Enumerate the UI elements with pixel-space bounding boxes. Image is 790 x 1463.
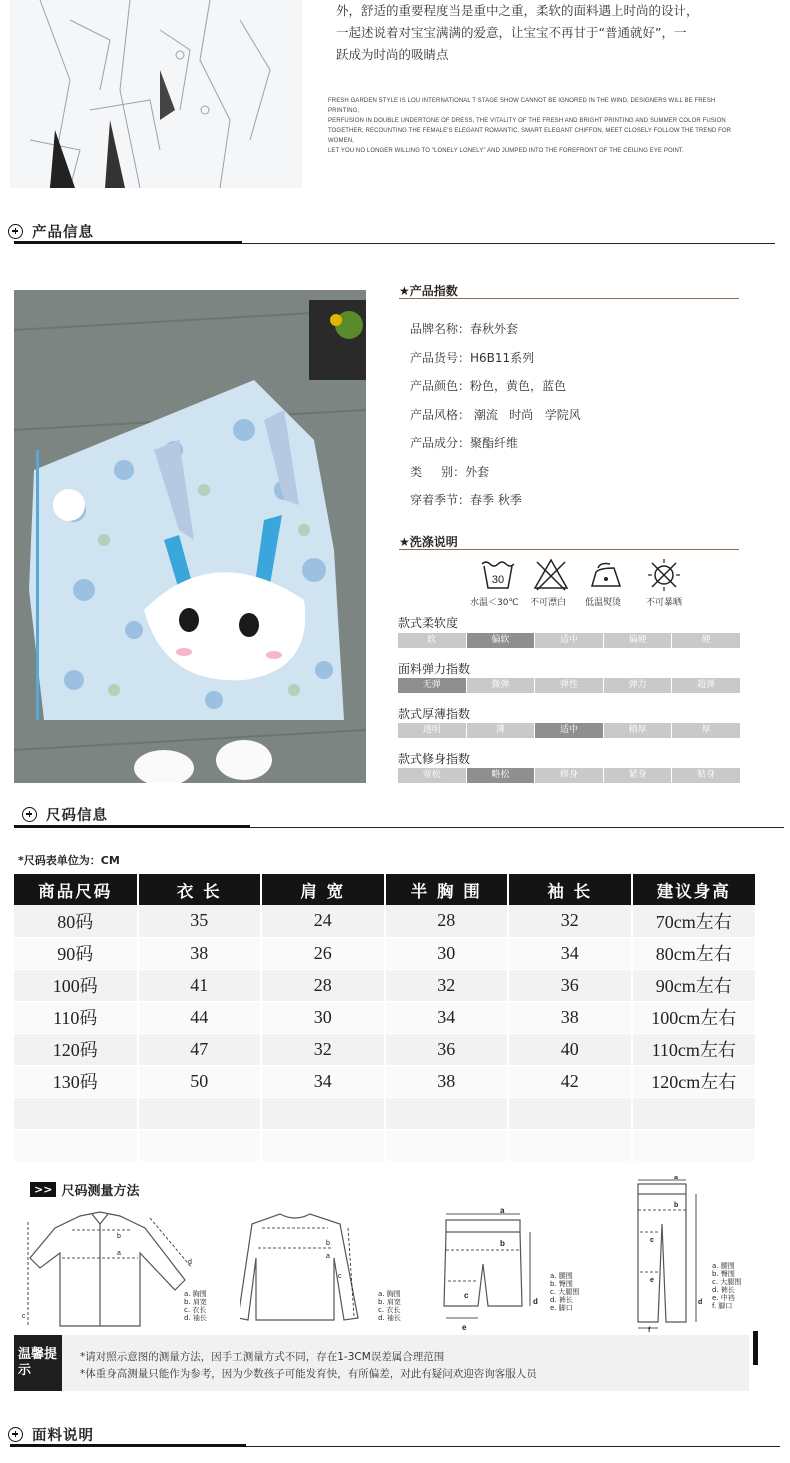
section-header-size-info	[22, 801, 108, 827]
table-cell	[14, 1129, 138, 1161]
legend-item: d. 裤长	[550, 1296, 573, 1304]
scale-cell: 紧身	[604, 768, 672, 783]
legend-item: c. 衣长	[184, 1306, 207, 1314]
table-cell: 120码	[14, 1033, 138, 1065]
index-label-fit: 款式修身指数	[398, 752, 471, 766]
no-tumble-dry-icon	[646, 558, 682, 592]
table-cell: 42	[508, 1065, 632, 1097]
legend-item: d. 裤长	[712, 1286, 735, 1294]
column-header: 半 胸 围	[385, 874, 509, 905]
table-cell: 35	[138, 905, 262, 937]
table-cell	[385, 1129, 509, 1161]
wash-temperature: 30	[491, 574, 505, 586]
scale-cell-selected: 略松	[467, 768, 535, 783]
svg-text:e: e	[462, 1323, 467, 1332]
scale-cell-selected: 偏软	[467, 633, 535, 648]
legend-item: a. 腰围	[712, 1262, 735, 1270]
scale-cell: 超弹	[672, 678, 740, 693]
tips-line: *请对照示意图的测量方法，因手工测量方式不同，存在1-3CM误差属合理范围	[80, 1351, 445, 1363]
table-cell: 100cm左右	[632, 1001, 756, 1033]
shirt-legend	[184, 1290, 207, 1322]
legend-item: e. 中裆	[712, 1294, 735, 1302]
column-header: 肩 宽	[261, 874, 385, 905]
legend-item: d. 袖长	[184, 1314, 207, 1322]
table-row	[14, 937, 755, 969]
scale-cell-selected: 无弹	[398, 678, 466, 693]
legend-item: d. 袖长	[378, 1314, 401, 1322]
legend-item: b. 肩宽	[378, 1298, 401, 1306]
tshirt-legend	[378, 1290, 401, 1322]
section-divider	[250, 827, 784, 828]
scale-cell: 软	[398, 633, 466, 648]
legend-item: f. 脚口	[712, 1302, 733, 1310]
table-cell: 40	[508, 1033, 632, 1065]
scale-cell: 透明	[398, 723, 466, 738]
index-scale-thickness	[398, 723, 740, 738]
table-cell	[632, 1129, 756, 1161]
tips-accent-bar	[753, 1331, 758, 1365]
table-cell	[261, 1129, 385, 1161]
info-row-season: 穿着季节：春季 秋季	[410, 493, 522, 507]
svg-text:f: f	[648, 1327, 651, 1332]
care-underline	[399, 549, 739, 550]
table-cell: 41	[138, 969, 262, 1001]
section-title: 面料说明	[32, 1427, 94, 1444]
svg-text:b: b	[326, 1240, 330, 1247]
intro-english-line: PERFUSION IN DOUBLE UNDERTONE OF DRESS, THE VITALITY OF THE FRESH AND BRIGHT PRINTING AND SUMMER COLOR FUSION	[328, 118, 726, 124]
plus-circle-icon	[22, 807, 37, 822]
intro-english-line: TOGETHER, RECOUNTING THE FEMALE'S ELEGANT ROMANTIC, SMART ELEGANT CHIFFON, MEET CLOSELY FOLLOW THE TREND FOR WOMEN,	[328, 128, 732, 144]
table-cell: 100码	[14, 969, 138, 1001]
scale-cell: 偏硬	[604, 633, 672, 648]
care-label: 不可暴晒	[646, 598, 683, 608]
table-cell: 80码	[14, 905, 138, 937]
table-cell: 36	[508, 969, 632, 1001]
table-cell: 28	[261, 969, 385, 1001]
section-divider	[242, 243, 775, 244]
intro-line: 外，舒适的重要程度当是重中之重，柔软的面料遇上时尚的设计，	[336, 3, 699, 18]
table-cell: 36	[385, 1033, 509, 1065]
legend-item: a. 胸围	[184, 1290, 207, 1298]
product-index-underline	[399, 298, 739, 299]
table-row	[14, 1033, 755, 1065]
table-cell: 130码	[14, 1065, 138, 1097]
svg-text:a: a	[674, 1176, 678, 1181]
care-label: 水温＜30℃	[470, 598, 519, 608]
scale-cell: 弹力	[604, 678, 672, 693]
scale-cell: 宽松	[398, 768, 466, 783]
table-cell: 34	[261, 1065, 385, 1097]
fashion-sketch-image	[10, 0, 302, 188]
table-cell: 120cm左右	[632, 1065, 756, 1097]
index-scale-elasticity	[398, 678, 740, 693]
tshirt-diagram	[240, 1208, 370, 1330]
table-cell: 70cm左右	[632, 905, 756, 937]
column-header: 建议身高	[632, 874, 756, 905]
svg-text:d: d	[188, 1259, 192, 1266]
legend-item: a. 腰围	[550, 1272, 573, 1280]
table-cell	[632, 1097, 756, 1129]
low-iron-icon	[588, 558, 624, 592]
intro-english-line: LET YOU NO LONGER WILLING TO "LONELY LONELY" AND JUMPED INTO THE FOREFRONT OF THE CEILING EYE POINT.	[328, 148, 684, 154]
svg-text:c: c	[464, 1291, 469, 1300]
info-row-item-number: 产品货号：H6B11系列	[410, 351, 535, 365]
size-table-header-row	[14, 874, 755, 905]
section-underline	[14, 825, 250, 828]
scale-cell: 薄	[467, 723, 535, 738]
intro-text	[336, 0, 736, 66]
table-cell: 110码	[14, 1001, 138, 1033]
scale-cell: 稍厚	[604, 723, 672, 738]
section-underline	[10, 1444, 246, 1447]
table-row	[14, 1065, 755, 1097]
table-cell: 30	[261, 1001, 385, 1033]
legend-item: c. 衣长	[378, 1306, 401, 1314]
plus-circle-icon	[8, 224, 23, 239]
svg-text:c: c	[650, 1237, 654, 1244]
tips-line: *体重身高测量只能作为参考，因为少数孩子可能发育快，有所偏差，对此有疑问欢迎咨询客服人员	[80, 1368, 537, 1380]
index-label-softness: 款式柔软度	[398, 616, 459, 630]
table-cell	[508, 1129, 632, 1161]
svg-text:b: b	[674, 1202, 679, 1209]
section-underline	[14, 241, 242, 244]
table-cell: 110cm左右	[632, 1033, 756, 1065]
legend-item: b. 臀围	[550, 1280, 573, 1288]
legend-item: a. 胸围	[378, 1290, 401, 1298]
svg-text:b: b	[117, 1233, 121, 1240]
index-scale-fit	[398, 768, 740, 783]
intro-english-line: FRESH GARDEN STYLE IS LOU INTERNATIONAL T STAGE SHOW CANNOT BE IGNORED IN THE WIND, DESIGNERS WILL BE FRESH PRINTING,	[328, 98, 716, 114]
table-cell	[508, 1097, 632, 1129]
scale-cell: 修身	[535, 768, 603, 783]
wash-30-icon	[480, 558, 516, 592]
scale-cell-selected: 适中	[535, 723, 603, 738]
shirt-diagram	[20, 1208, 200, 1330]
care-title: ★洗涤说明	[399, 535, 458, 549]
shorts-legend	[550, 1272, 579, 1312]
info-row-style: 产品风格： 潮流 时尚 学院风	[410, 408, 581, 422]
table-cell: 32	[385, 969, 509, 1001]
legend-item: e. 脚口	[550, 1304, 573, 1312]
table-cell: 28	[385, 905, 509, 937]
table-cell	[14, 1097, 138, 1129]
svg-text:a: a	[326, 1253, 330, 1260]
table-cell: 80cm左右	[632, 937, 756, 969]
no-bleach-icon	[533, 558, 569, 592]
intro-line: 一起述说着对宝宝满满的爱意，让宝宝不再甘于“普通就好”，一	[336, 25, 687, 40]
table-row	[14, 905, 755, 937]
legend-item: b. 臀围	[712, 1270, 735, 1278]
svg-text:d: d	[533, 1297, 538, 1306]
svg-text:d: d	[698, 1299, 703, 1306]
info-row-color: 产品颜色：粉色，黄色，蓝色	[410, 379, 567, 393]
column-header: 商品尺码	[14, 874, 138, 905]
pants-diagram	[628, 1176, 708, 1332]
size-table	[14, 874, 755, 1162]
table-cell: 34	[508, 937, 632, 969]
care-label: 低温熨烫	[585, 598, 622, 608]
measure-title	[30, 1180, 139, 1199]
table-cell: 90码	[14, 937, 138, 969]
size-unit-note: *尺码表单位为：CM	[18, 854, 120, 867]
tips-box	[14, 1335, 749, 1391]
table-cell: 32	[261, 1033, 385, 1065]
scale-cell: 适中	[535, 633, 603, 648]
info-row-category: 类 别：外套	[410, 465, 490, 479]
table-cell	[138, 1097, 262, 1129]
svg-text:e: e	[650, 1277, 654, 1284]
table-cell	[261, 1097, 385, 1129]
table-cell: 30	[385, 937, 509, 969]
table-cell: 34	[385, 1001, 509, 1033]
table-row	[14, 969, 755, 1001]
legend-item: c. 大腿围	[712, 1278, 742, 1286]
table-cell: 32	[508, 905, 632, 937]
shorts-diagram	[440, 1206, 542, 1334]
table-cell: 38	[385, 1065, 509, 1097]
column-header: 衣 长	[138, 874, 262, 905]
table-cell: 47	[138, 1033, 262, 1065]
index-label-elasticity: 面料弹力指数	[398, 662, 471, 676]
column-header: 袖 长	[508, 874, 632, 905]
svg-text:c: c	[338, 1273, 342, 1280]
scale-cell: 微弹	[467, 678, 535, 693]
scale-cell: 弹性	[535, 678, 603, 693]
table-cell: 50	[138, 1065, 262, 1097]
legend-item: c. 大腿围	[550, 1288, 580, 1296]
section-divider	[246, 1446, 780, 1447]
scale-cell: 硬	[672, 633, 740, 648]
table-cell	[138, 1129, 262, 1161]
table-cell	[385, 1097, 509, 1129]
measure-title-text: 尺码测量方法	[61, 1184, 140, 1199]
pants-legend	[712, 1262, 741, 1310]
info-row-material: 产品成分：聚酯纤维	[410, 436, 519, 450]
svg-text:a: a	[500, 1206, 505, 1215]
intro-english-text	[328, 96, 748, 156]
care-label: 不可漂白	[530, 598, 567, 608]
table-cell: 38	[508, 1001, 632, 1033]
product-index-title: ★产品指数	[399, 284, 458, 298]
table-cell: 38	[138, 937, 262, 969]
svg-text:b: b	[500, 1239, 505, 1248]
svg-text:a: a	[117, 1250, 121, 1257]
section-title: 产品信息	[32, 224, 94, 241]
scale-cell: 厚	[672, 723, 740, 738]
section-title: 尺码信息	[46, 807, 108, 824]
plus-circle-icon	[8, 1427, 23, 1442]
table-cell: 24	[261, 905, 385, 937]
tips-badge: 温馨提示	[14, 1335, 62, 1391]
scale-cell: 贴身	[672, 768, 740, 783]
index-label-thickness: 款式厚薄指数	[398, 707, 471, 721]
table-row	[14, 1001, 755, 1033]
intro-line: 跃成为时尚的吸睛点	[336, 47, 449, 62]
table-cell: 90cm左右	[632, 969, 756, 1001]
info-row-brand: 品牌名称：春秋外套	[410, 322, 519, 336]
table-cell: 44	[138, 1001, 262, 1033]
double-arrow-icon: >>	[30, 1182, 56, 1197]
care-icons	[470, 556, 700, 610]
table-row-empty	[14, 1129, 755, 1161]
table-row-empty	[14, 1097, 755, 1129]
product-photo	[14, 290, 366, 783]
svg-text:c: c	[22, 1313, 26, 1320]
index-scale-softness	[398, 633, 740, 648]
table-cell: 26	[261, 937, 385, 969]
legend-item: b. 肩宽	[184, 1298, 207, 1306]
